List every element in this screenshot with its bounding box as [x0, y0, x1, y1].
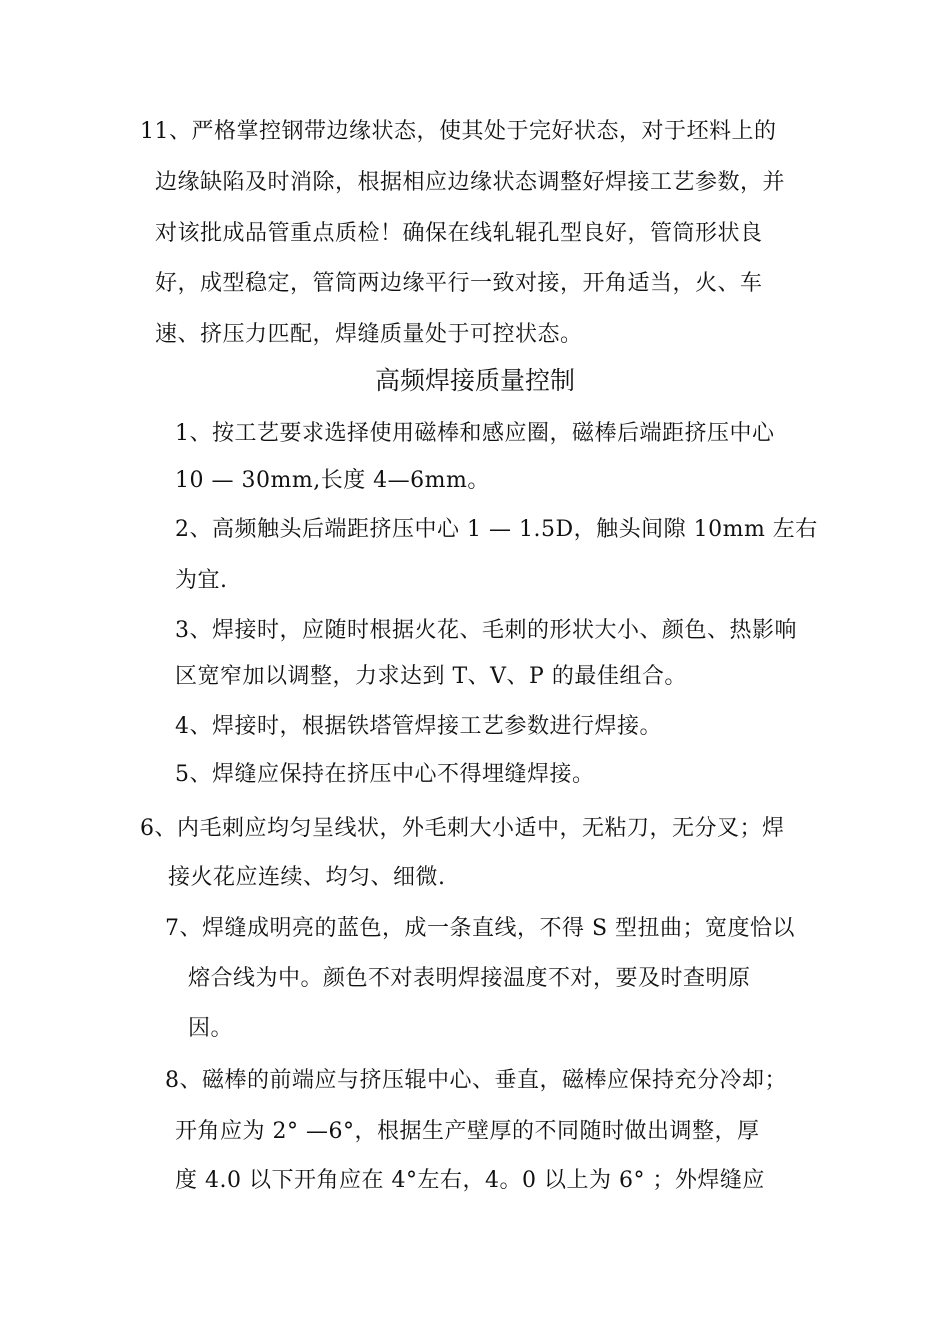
section-item-3-line-2: 区宽窄加以调整，力求达到 T、V、P 的最佳组合。 [175, 664, 687, 689]
section-item-4-line-1: 4、焊接时，根据铁塔管焊接工艺参数进行焊接。 [175, 714, 662, 739]
section-item-2-line-2: 为宜. [175, 568, 228, 593]
item-11-line-5: 速、挤压力匹配，焊缝质量处于可控状态。 [155, 322, 583, 347]
item-11-line-3: 对该批成品管重点质检！确保在线轧辊孔型良好，管筒形状良 [155, 221, 763, 246]
item-11-line-1: 11、严格掌控钢带边缘状态，使其处于完好状态，对于坯料上的 [140, 119, 777, 144]
item-11-line-4: 好，成型稳定，管筒两边缘平行一致对接，开角适当，火、车 [155, 271, 763, 296]
section-item-1-line-1: 1、按工艺要求选择使用磁棒和感应圈，磁棒后端距挤压中心 [175, 421, 775, 446]
section-item-7-line-2: 熔合线为中。颜色不对表明焊接温度不对，要及时查明原 [188, 966, 751, 991]
section-title: 高频焊接质量控制 [374, 366, 575, 395]
section-item-8-line-1: 8、磁棒的前端应与挤压辊中心、垂直，磁棒应保持充分冷却； [165, 1068, 787, 1093]
section-item-5-line-1: 5、焊缝应保持在挤压中心不得埋缝焊接。 [175, 762, 595, 787]
item-11-line-2: 边缘缺陷及时消除，根据相应边缘状态调整好焊接工艺参数，并 [155, 170, 786, 195]
section-item-7-line-1: 7、焊缝成明亮的蓝色，成一条直线，不得 S 型扭曲；宽度恰以 [165, 916, 796, 941]
section-item-8-line-3: 度 4.0 以下开角应在 4°左右，4。0 以上为 6° ；外焊缝应 [175, 1168, 765, 1193]
section-item-8-line-2: 开角应为 2° —6°，根据生产壁厚的不同随时做出调整，厚 [175, 1119, 760, 1144]
section-item-1-line-2: 10 — 30mm,长度 4—6mm。 [175, 468, 490, 493]
section-item-7-line-3: 因。 [188, 1016, 234, 1041]
section-item-3-line-1: 3、焊接时，应随时根据火花、毛刺的形状大小、颜色、热影响 [175, 618, 797, 643]
section-item-2-line-1: 2、高频触头后端距挤压中心 1 — 1.5D，触头间隙 10mm 左右 [175, 517, 818, 542]
section-item-6-line-1: 6、内毛刺应均匀呈线状，外毛刺大小适中，无粘刀，无分叉；焊 [140, 816, 785, 841]
section-item-6-line-2: 接火花应连续、均匀、细微. [168, 865, 446, 890]
